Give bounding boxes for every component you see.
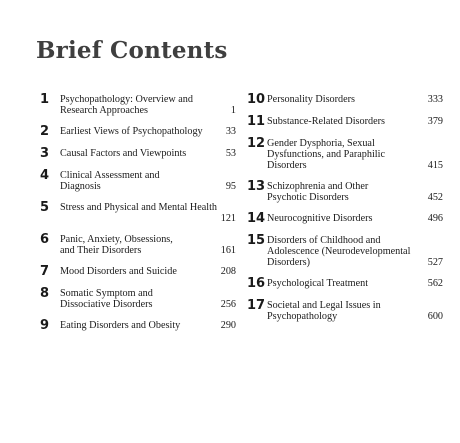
chapter-number: 10 — [247, 92, 266, 107]
page-title: Brief Contents — [36, 37, 228, 64]
chapter-number: 1 — [40, 92, 50, 107]
chapter-number: 15 — [247, 233, 266, 248]
chapter-page: 333 — [427, 94, 443, 105]
chapter-page: 1 — [230, 105, 236, 116]
chapter-title: Clinical Assessment and Diagnosis — [60, 170, 160, 193]
chapter-number: 16 — [247, 276, 266, 291]
chapter-number: 7 — [40, 264, 50, 279]
chapter-page: 562 — [427, 278, 443, 289]
chapter-page: 161 — [220, 245, 236, 256]
chapter-page: 527 — [427, 257, 443, 268]
chapter-title: Schizophrenia and Other Psychotic Disorders — [267, 181, 369, 204]
chapter-number: 17 — [247, 298, 266, 313]
chapter-number: 2 — [40, 124, 50, 139]
chapter-title: Neurocognitive Disorders — [267, 213, 373, 224]
chapter-page: 256 — [220, 299, 236, 310]
chapter-title: Mood Disorders and Suicide — [60, 266, 177, 277]
chapter-title: Psychopathology: Overview and Research Approaches — [60, 94, 193, 117]
chapter-title: Societal and Legal Issues in Psychopathology — [267, 300, 381, 323]
chapter-page: 452 — [427, 192, 443, 203]
chapter-page: 290 — [220, 320, 236, 331]
chapter-title: Earliest Views of Psychopathology — [60, 126, 203, 137]
chapter-page: 53 — [225, 148, 236, 159]
chapter-title: Stress and Physical and Mental Health — [60, 202, 218, 213]
chapter-page: 95 — [225, 181, 236, 192]
chapter-number: 4 — [40, 168, 50, 183]
chapter-title: Psychological Treatment — [267, 278, 369, 289]
chapter-title: Panic, Anxiety, Obsessions, and Their Disorders — [60, 234, 173, 257]
chapter-title: Gender Dysphoria, Sexual Dysfunctions, and Paraphilic Disorders — [267, 138, 385, 172]
chapter-number: 11 — [247, 114, 266, 129]
chapter-number: 3 — [40, 146, 50, 161]
chapter-title: Disorders of Childhood and Adolescence (Neurodevelopmental Disorders) — [267, 235, 411, 269]
chapter-title: Causal Factors and Viewpoints — [60, 148, 187, 159]
chapter-page: 379 — [427, 116, 443, 127]
chapter-number: 8 — [40, 286, 50, 301]
chapter-number: 12 — [247, 136, 266, 151]
chapter-page: 496 — [427, 213, 443, 224]
chapter-page: 600 — [427, 311, 443, 322]
chapter-page: 208 — [220, 266, 236, 277]
chapter-title: Personality Disorders — [267, 94, 355, 105]
chapter-number: 13 — [247, 179, 266, 194]
chapter-page: 415 — [427, 160, 443, 171]
chapter-number: 14 — [247, 211, 266, 226]
chapter-title: Substance-Related Disorders — [267, 116, 385, 127]
chapter-title: Somatic Symptom and Dissociative Disorders — [60, 288, 153, 311]
chapter-number: 9 — [40, 318, 50, 333]
chapter-title: Eating Disorders and Obesity — [60, 320, 181, 331]
chapter-page: 33 — [225, 126, 236, 137]
chapter-number: 6 — [40, 232, 50, 247]
chapter-page: 121 — [220, 213, 236, 224]
chapter-number: 5 — [40, 200, 50, 215]
